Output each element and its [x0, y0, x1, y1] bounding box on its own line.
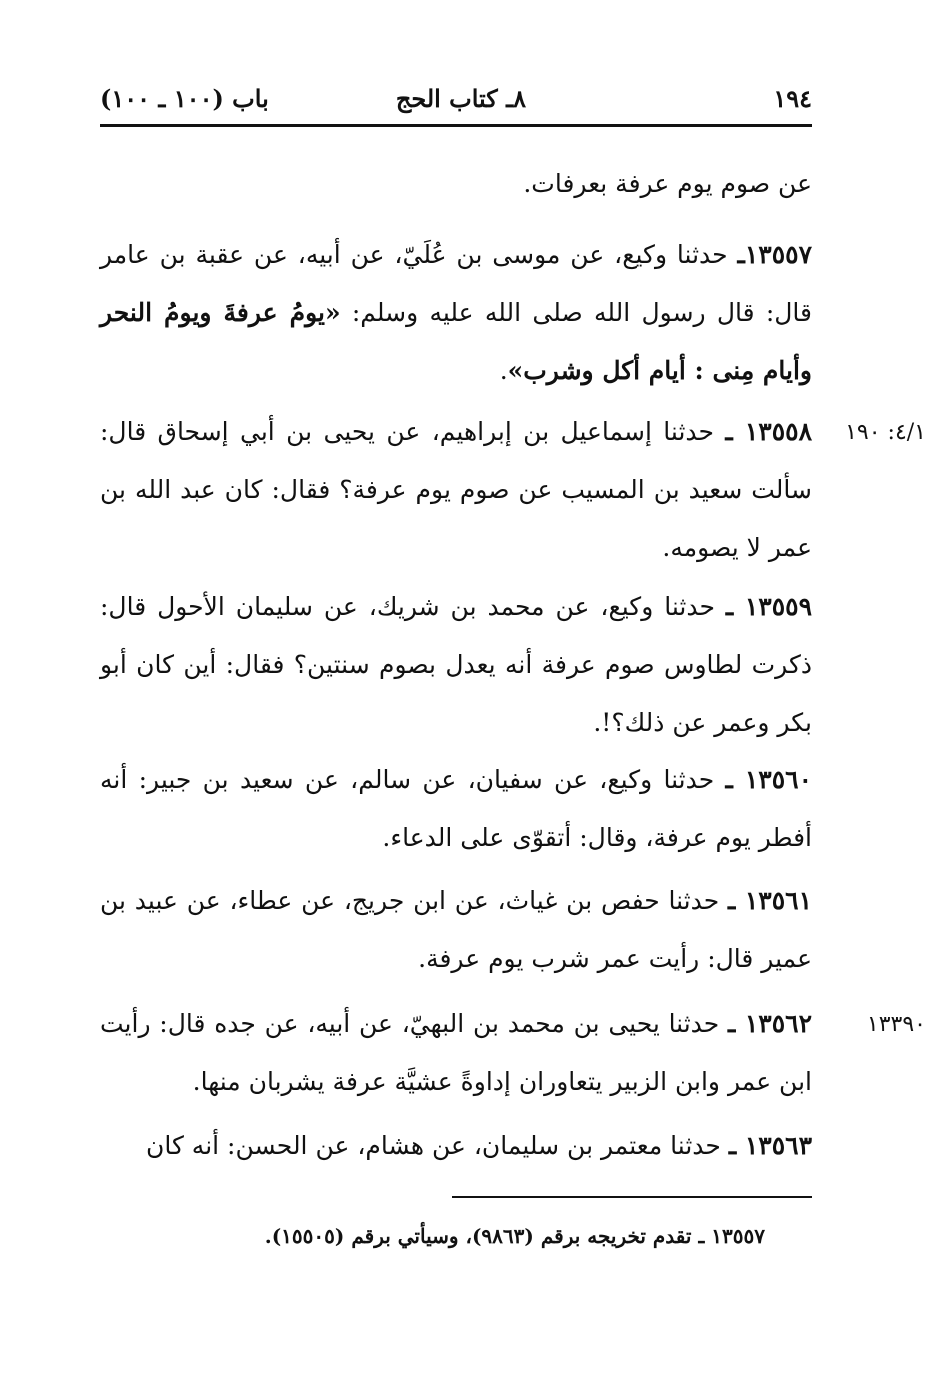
page-number: ١٩٤ [773, 84, 812, 113]
hadith-number: ١٣٥٦١ ـ [727, 886, 812, 915]
margin-reference: ٤/١: ١٩٠ [845, 420, 926, 445]
hadith-13563 [100, 1117, 812, 1175]
hadith-text: حدثنا وكيع، عن موسى بن عُلَيّ، عن أبيه، عن عقبة بن عامر قال: قال رسول الله صلى الله عليه وسلم: [100, 240, 812, 327]
header-rule [100, 124, 812, 127]
hadith-quote: «يومُ عرفةَ ويومُ النحر وأيام مِنى : أيام أكل وشرب» [100, 298, 812, 385]
hadith-text: حدثنا وكيع، عن سفيان، عن سالم، عن سعيد بن جبير: أنه أفطر يوم عرفة، وقال: أتقوّى على الدعاء. [100, 765, 812, 852]
page-header [100, 78, 812, 118]
hadith-number: ١٣٥٥٧ـ [737, 240, 812, 269]
hadith-13560 [100, 751, 812, 867]
hadith-number: ١٣٥٦٣ ـ [728, 1131, 812, 1160]
hadith-number: ١٣٥٦٠ ـ [725, 765, 813, 794]
hadith-13557: ١٣٥٥٧ـ حدثنا وكيع، عن موسى بن عُلَيّ، عن أبيه، عن عقبة بن عامر قال: قال رسول الله صلى الله عليه وسلم: «يومُ عرفةَ ويومُ النحر وأيام مِنى : أيام أكل وشرب». [100, 240, 812, 385]
hadith-number: ١٣٥٥٨ ـ [725, 417, 812, 446]
hadith-13562 [100, 995, 812, 1111]
hadith-13558 [100, 403, 812, 577]
hadith-number: ١٣٥٥٩ ـ [725, 592, 812, 621]
footnote-rule [452, 1196, 812, 1198]
paragraph-continuation: عن صوم يوم عرفة بعرفات. [523, 169, 812, 198]
footnote: ١٣٥٥٧ ـ تقدم تخريجه برقم (٩٨٦٣)، وسيأتي برقم (١٥٥٠٥). [264, 1224, 765, 1248]
chapter-title: باب (١٠٠ ـ ١٠٠) [100, 84, 269, 113]
hadith-text: حدثنا وكيع، عن محمد بن شريك، عن سليمان الأحول قال: ذكرت لطاوس صوم عرفة أنه يعدل بصوم سنتين؟ فقال: أين كان أبو بكر وعمر عن ذلك؟!. [100, 592, 812, 737]
book-title: ٨ـ كتاب الحج [395, 84, 526, 113]
hadith-text: حدثنا معتمر بن سليمان، عن هشام، عن الحسن: أنه كان [145, 1131, 729, 1160]
hadith-text: حدثنا حفص بن غياث، عن ابن جريج، عن عطاء، عن عبيد بن عمير قال: رأيت عمر شرب يوم عرفة. [100, 886, 812, 973]
hadith-13559 [100, 578, 812, 752]
hadith-text: حدثنا يحيى بن محمد بن البهيّ، عن أبيه، عن جده قال: رأيت ابن عمر وابن الزبير يتعاوران إداوةً عشيَّة عرفة يشربان منها. [100, 1009, 812, 1096]
hadith-text: حدثنا إسماعيل بن إبراهيم، عن يحيى بن أبي إسحاق قال: سألت سعيد بن المسيب عن صوم يوم عرفة؟ فقال: كان عبد الله بن عمر لا يصومه. [100, 417, 812, 562]
hadith-13561 [100, 872, 812, 988]
margin-reference: ١٣٣٩٠ [866, 1012, 926, 1037]
hadith-number: ١٣٥٦٢ ـ [728, 1009, 812, 1038]
